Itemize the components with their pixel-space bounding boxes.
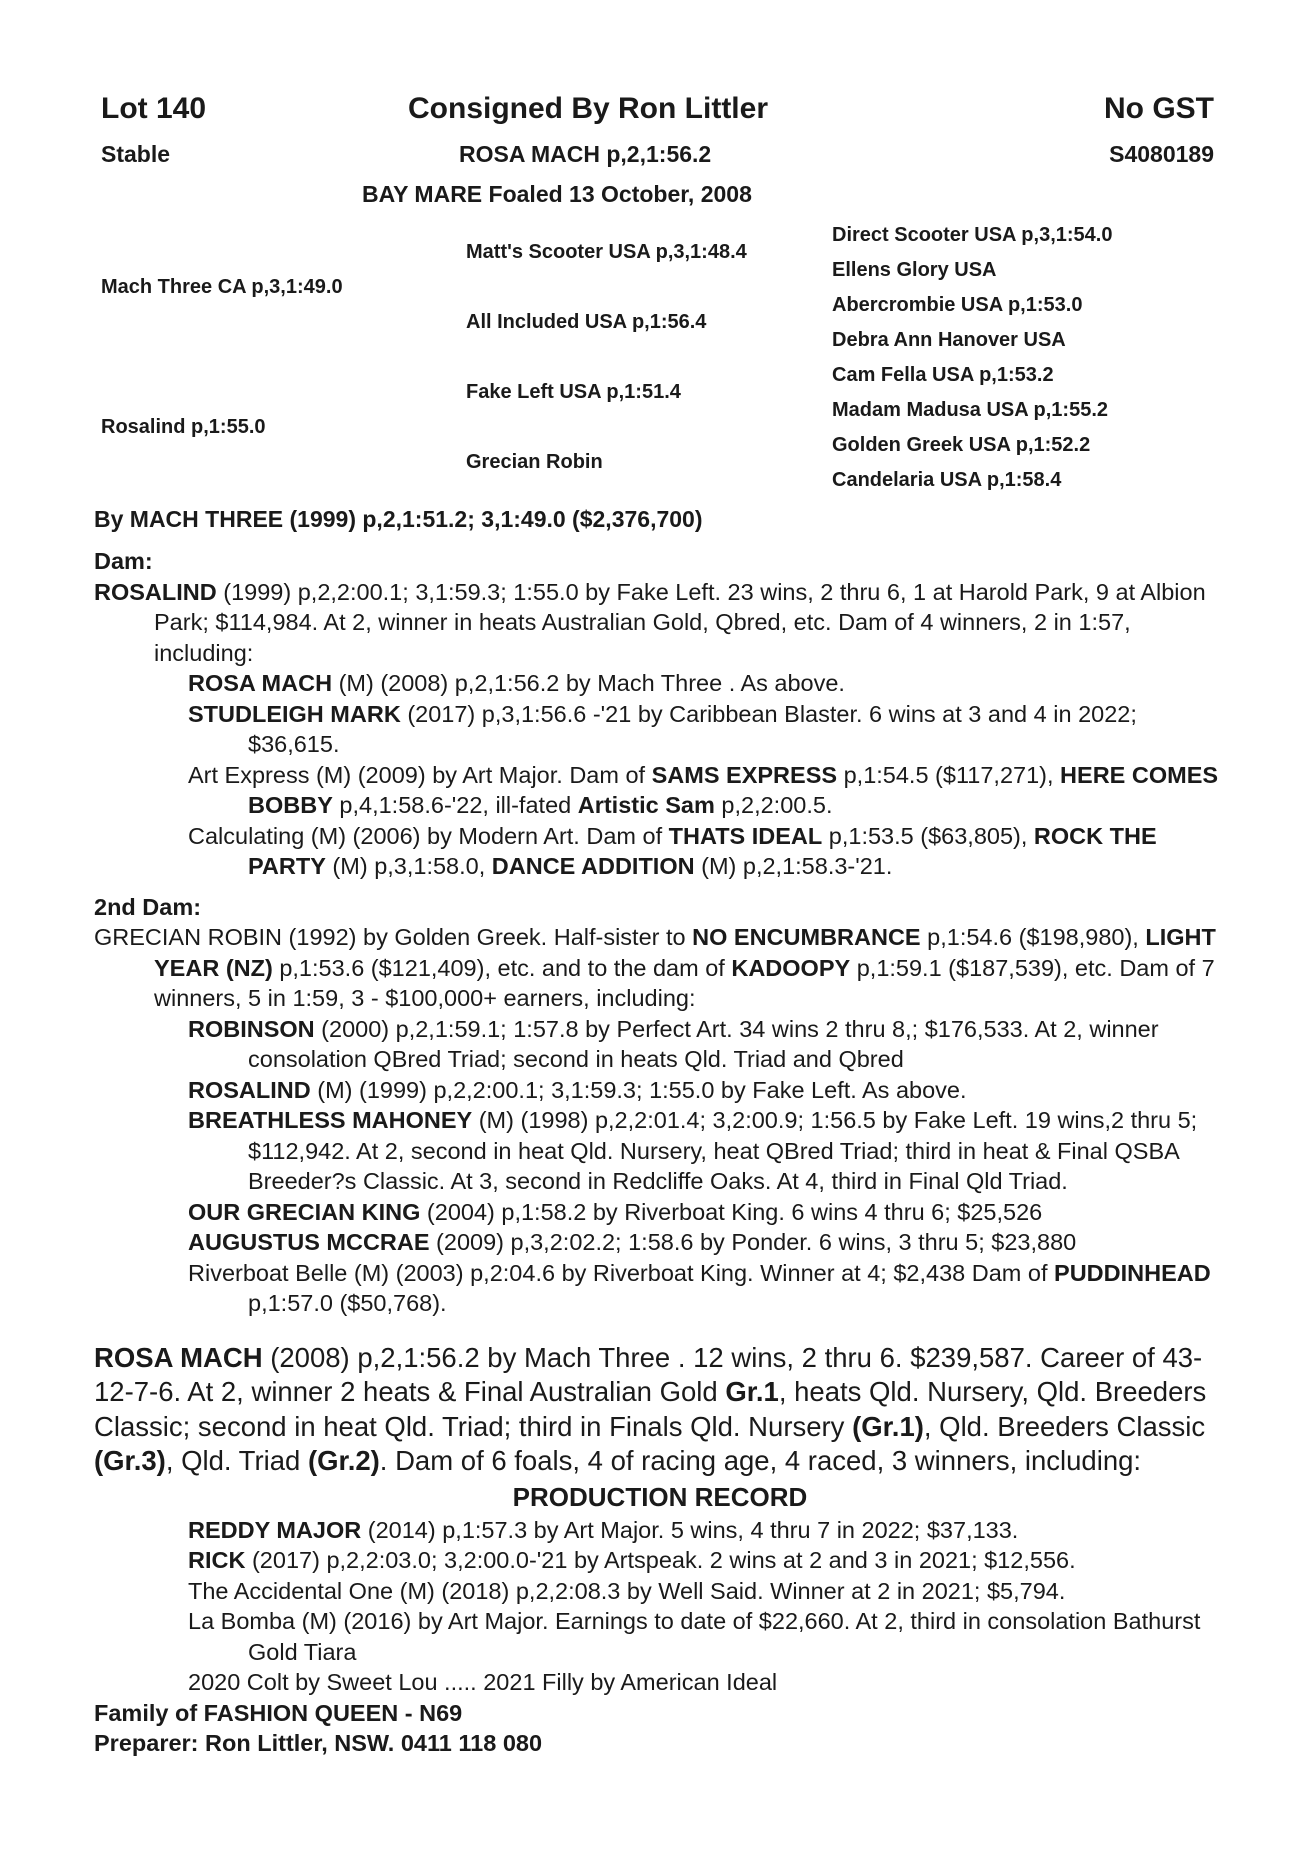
bold-name: PUDDINHEAD xyxy=(1054,1259,1211,1286)
pedigree-g2: Ellens Glory USA xyxy=(832,259,997,281)
bold-name: THATS IDEAL xyxy=(668,822,823,849)
dam-entry xyxy=(94,577,1226,669)
pedigree-dam-dam: Grecian Robin xyxy=(466,451,603,473)
entry-text: . Dam of 6 foals, 4 of racing age, 4 raced, 3 winners, including: xyxy=(379,1445,1142,1476)
bold-name: (Gr.2) xyxy=(307,1445,380,1476)
entry-text: 2020 Colt by Sweet Lou ..... 2021 Filly by American Ideal xyxy=(188,1669,778,1695)
bold-name: REDDY MAJOR xyxy=(188,1516,362,1543)
entry-text: Art Express (M) (2009) by Art Major. Dam of xyxy=(188,761,652,788)
bold-name: ROSA MACH xyxy=(94,1341,263,1373)
production-item xyxy=(188,1606,1226,1667)
entry-text: La Bomba (M) (2016) by Art Major. Earnings to date of $22,660. At 2, third in consolation Bathurst Gold Tiara xyxy=(188,1608,1201,1665)
bold-name: KADOOPY xyxy=(731,954,851,981)
entry-text: (2008) p,2,1:56.2 by Mach Three . 12 wins, 2 thru 6. $239,587. Career of 43-12-7-6. At 2, winner 2 heats & Final Australian Gold xyxy=(94,1341,1203,1407)
second-dam-offspring xyxy=(188,1105,1226,1197)
second-dam-entry xyxy=(94,922,1226,1014)
second-dam-heading: 2nd Dam: xyxy=(94,893,202,920)
lot-number: Lot 140 xyxy=(101,92,207,125)
preparer-line: Preparer: Ron Littler, NSW. 0411 118 080 xyxy=(94,1730,543,1756)
entry-text: , Qld. Breeders Classic xyxy=(923,1410,1206,1442)
bold-name: ROSA MACH xyxy=(188,670,333,696)
pedigree-g1: Direct Scooter USA p,3,1:54.0 xyxy=(832,224,1113,246)
dam-offspring xyxy=(188,699,1226,760)
bold-name: (Gr.1) xyxy=(852,1410,924,1442)
bold-name: RICK xyxy=(188,1547,246,1573)
second-dam-offspring xyxy=(188,1014,1226,1075)
bold-name: AUGUSTUS MCCRAE xyxy=(188,1229,430,1255)
entry-text: p,4,1:58.6-'22, ill-fated xyxy=(332,792,578,818)
pedigree-g3: Abercrombie USA p,1:53.0 xyxy=(832,294,1083,316)
dam-heading: Dam: xyxy=(94,548,153,574)
entry-text: p,1:54.5 ($117,271), xyxy=(837,761,1061,788)
catalogue-body xyxy=(94,504,1226,1759)
family-line: Family of FASHION QUEEN - N69 xyxy=(94,1699,463,1726)
stable-label: Stable xyxy=(101,141,171,167)
bold-name: LIGHT YEAR (NZ) xyxy=(154,924,1216,981)
consignor: Consigned By Ron Littler xyxy=(408,92,768,125)
pedigree-dam: Rosalind p,1:55.0 xyxy=(101,416,266,438)
dam-offspring xyxy=(188,668,1226,699)
pedigree-g8: Candelaria USA p,1:58.4 xyxy=(832,469,1062,491)
entry-text: (2017) p,2,2:03.0; 3,2:00.0-'21 by Artspeak. 2 wins at 2 and 3 in 2021; $12,556. xyxy=(245,1547,1076,1573)
second-dam-offspring xyxy=(188,1227,1226,1258)
entry-text: The Accidental One (M) (2018) p,2,2:08.3 by Well Said. Winner at 2 in 2021; $5,794. xyxy=(188,1577,1066,1604)
second-dam-offspring xyxy=(188,1258,1226,1319)
second-dam-offspring-list xyxy=(188,1014,1226,1319)
dam-offspring xyxy=(188,760,1226,821)
pedigree-sire-dam: All Included USA p,1:56.4 xyxy=(466,311,707,333)
pedigree-sire-sire: Matt's Scooter USA p,3,1:48.4 xyxy=(466,241,747,263)
bold-name: STUDLEIGH MARK xyxy=(188,700,401,727)
horse-id: S4080189 xyxy=(1109,141,1214,167)
entry-text: p,1:53.5 ($63,805), xyxy=(822,822,1034,849)
dam-details: (1999) p,2,2:00.1; 3,1:59.3; 1:55.0 by Fake Left. 23 wins, 2 thru 6, 1 at Harold Park, 9 at Albion Park; $114,984. At 2, winner in heats Australian Gold, Qbred, etc. Dam of 4 winners, 2 in 1:57, including: xyxy=(154,578,1206,666)
entry-text: p,1:54.6 ($198,980), xyxy=(920,924,1146,950)
entry-text: (2017) p,3,1:56.6 -'21 by Caribbean Blaster. 6 wins at 3 and 4 in 2022; $36,615. xyxy=(248,700,1137,757)
entry-text: p,1:57.0 ($50,768). xyxy=(248,1290,447,1316)
pedigree-sire: Mach Three CA p,3,1:49.0 xyxy=(101,276,343,298)
entry-text: , Qld. Triad xyxy=(165,1445,308,1476)
bold-name: HERE COMES BOBBY xyxy=(248,761,1219,818)
production-list xyxy=(188,1515,1226,1698)
pedigree-dam-sire: Fake Left USA p,1:51.4 xyxy=(466,381,681,403)
entry-text: (2004) p,1:58.2 by Riverboat King. 6 wins 4 thru 6; $25,526 xyxy=(420,1198,1043,1225)
entry-text: Calculating (M) (2006) by Modern Art. Dam of xyxy=(188,822,669,849)
pedigree-g6: Madam Madusa USA p,1:55.2 xyxy=(832,399,1109,421)
production-item xyxy=(188,1667,1226,1698)
bold-name: Artistic Sam xyxy=(577,792,715,818)
bold-name: ROBINSON xyxy=(188,1015,315,1042)
entry-text: (M) p,2,1:58.3-'21. xyxy=(694,853,893,879)
bold-name: NO ENCUMBRANCE xyxy=(692,924,921,950)
second-dam-offspring xyxy=(188,1197,1226,1228)
entry-text: (2009) p,3,2:02.2; 1:58.6 by Ponder. 6 wins, 3 thru 5; $23,880 xyxy=(429,1229,1077,1255)
bold-name: SAMS EXPRESS xyxy=(651,761,838,788)
production-item xyxy=(188,1515,1226,1546)
entry-text: (M) (1999) p,2,2:00.1; 3,1:59.3; 1:55.0 by Fake Left. As above. xyxy=(310,1076,967,1103)
horse-title: ROSA MACH p,2,1:56.2 xyxy=(459,141,712,167)
second-dam-offspring xyxy=(188,1075,1226,1106)
entry-text: Riverboat Belle (M) (2003) p,2:04.6 by Riverboat King. Winner at 4; $2,438 Dam of xyxy=(188,1259,1055,1286)
bold-name: OUR GRECIAN KING xyxy=(188,1198,421,1225)
pedigree-g4: Debra Ann Hanover USA xyxy=(832,329,1066,351)
pedigree-g7: Golden Greek USA p,1:52.2 xyxy=(832,434,1091,456)
entry-text: p,2,2:00.5. xyxy=(714,792,833,818)
gst-status: No GST xyxy=(1104,92,1214,125)
entry-text: (M) (1998) p,2,2:01.4; 3,2:00.9; 1:56.5 by Fake Left. 19 wins,2 thru 5; $112,942. At 2, second in heat Qld. Nursery, heat QBred Triad; third in heat & Final QSBA Breeder?s Classic. At 3, second in Redcliffe Oaks. At 4, third in Final Qld Triad. xyxy=(248,1107,1198,1194)
bold-name: Gr.1 xyxy=(725,1376,779,1407)
entry-text: (2000) p,2,1:59.1; 1:57.8 by Perfect Art. 34 wins 2 thru 8,; $176,533. At 2, winner consolation QBred Triad; second in heats Qld. Triad and Qbred xyxy=(248,1015,1159,1072)
entry-text: (2014) p,1:57.3 by Art Major. 5 wins, 4 thru 7 in 2022; $37,133. xyxy=(361,1516,1019,1543)
entry-text: , heats Qld. Nursery, Qld. Breeders Classic; second in heat Qld. Triad; third in Finals Qld. Nursery xyxy=(94,1376,1207,1442)
dam-name: ROSALIND xyxy=(94,578,217,605)
bold-name: ROCK THE PARTY xyxy=(248,822,1157,879)
entry-text: p,1:53.6 ($121,409), etc. and to the dam of xyxy=(272,954,732,981)
bold-name: ROSALIND xyxy=(188,1076,311,1103)
entry-text: (M) p,3,1:58.0, xyxy=(325,853,492,879)
entry-text: GRECIAN ROBIN (1992) by Golden Greek. Half-sister to xyxy=(94,924,693,950)
production-item xyxy=(188,1545,1226,1576)
dam-offspring xyxy=(188,821,1226,882)
production-heading: PRODUCTION RECORD xyxy=(512,1481,808,1512)
race-summary xyxy=(94,1341,1226,1479)
entry-text: (M) (2008) p,2,1:56.2 by Mach Three . As above. xyxy=(332,670,845,696)
foaled-line: BAY MARE Foaled 13 October, 2008 xyxy=(362,181,752,207)
entry-text: p,1:59.1 ($187,539), etc. Dam of 7 winners, 5 in 1:59, 3 - $100,000+ earners, including: xyxy=(154,954,1215,1011)
bold-name: (Gr.3) xyxy=(94,1445,166,1476)
by-line: By MACH THREE (1999) p,2,1:51.2; 3,1:49.0 ($2,376,700) xyxy=(94,506,703,532)
dam-offspring-list xyxy=(188,668,1226,882)
bold-name: BREATHLESS MAHONEY xyxy=(188,1107,473,1133)
production-item xyxy=(188,1576,1226,1607)
pedigree-g5: Cam Fella USA p,1:53.2 xyxy=(832,364,1054,386)
bold-name: DANCE ADDITION xyxy=(491,853,695,879)
